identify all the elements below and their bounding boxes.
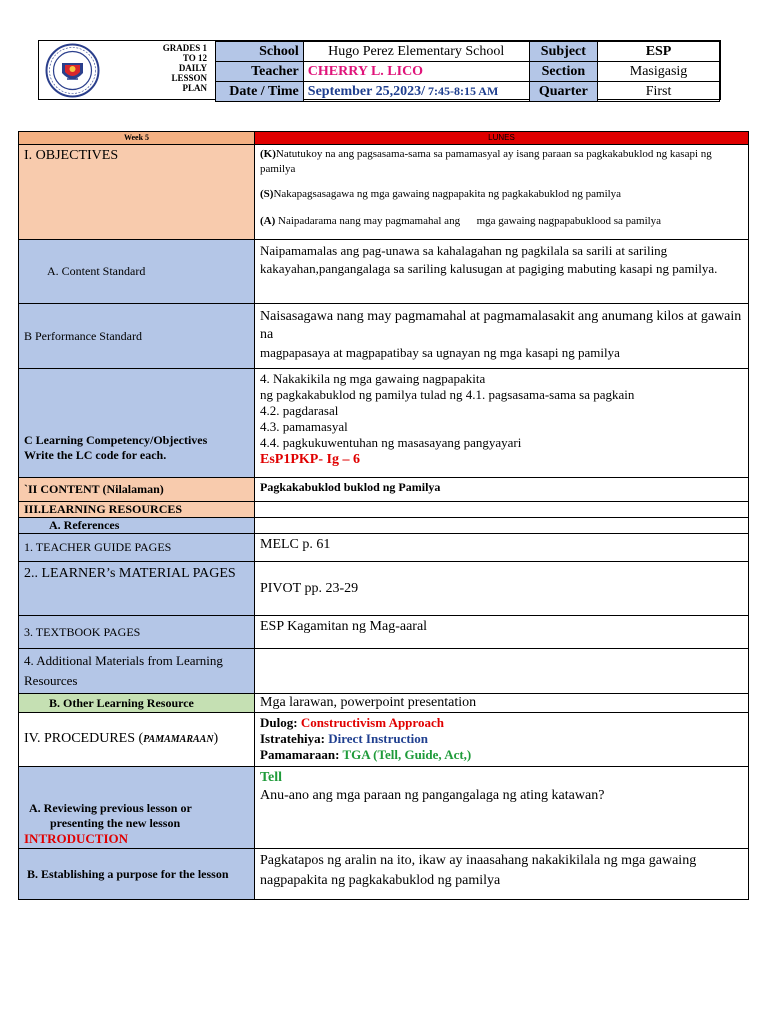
lc-line: 4. Nakakikila ng mga gawaing nagpapakita xyxy=(260,371,486,386)
other-resource-value: Mga larawan, powerpoint presentation xyxy=(255,694,749,713)
lesson-plan-table xyxy=(18,131,749,900)
objective-skill xyxy=(260,187,743,202)
learning-competency-value xyxy=(255,369,749,478)
content-value: Pagkakabuklod buklod ng Pamilya xyxy=(255,478,749,502)
additional-materials-label: 4. Additional Materials from Learning Resources xyxy=(19,649,255,694)
review-question: Anu-ano ang mga paraan ng pangangalaga ng ating katawan? xyxy=(260,788,605,803)
learners-material-value: PIVOT pp. 23-29 xyxy=(255,562,749,616)
objective-text: Naipadarama nang may pagmamahal ang mga gawaing nagpapabuklood sa pamilya xyxy=(275,215,662,227)
objective-tag: (A) xyxy=(260,215,276,227)
reviewing-lesson-label xyxy=(19,767,255,849)
procedures-label xyxy=(19,713,255,767)
lc-label-line: C Learning Competency/Objectives xyxy=(24,433,208,447)
lc-code: EsP1PKP- Ig – 6 xyxy=(260,452,360,467)
istratehiya-line xyxy=(260,731,743,747)
grades-line: LESSON xyxy=(171,73,207,83)
subject-value: ESP xyxy=(598,42,720,62)
teacher-value: CHERRY L. LICO xyxy=(303,62,529,82)
content-label: `II CONTENT (Nilalaman) xyxy=(19,478,255,502)
teacher-label: Teacher xyxy=(216,62,304,82)
review-label-line: presenting the new lesson xyxy=(50,816,181,830)
reviewing-lesson-value xyxy=(255,767,749,849)
objectives-cell xyxy=(255,145,749,240)
additional-materials-value xyxy=(255,649,749,694)
procedures-value xyxy=(255,713,749,767)
review-label-line: A. Reviewing previous lesson or xyxy=(29,801,192,815)
lc-line: 4.2. pagdarasal xyxy=(260,403,339,418)
header-info-table xyxy=(215,41,720,102)
content-standard-value: Naipamamalas ang pag-unawa sa kahalagahan ng pagkilala sa sarili at sariling kakayahan,pangangalaga sa sariling kalusugan at pagiging mabuting kasapi ng pamilya. xyxy=(255,240,749,304)
dulog-line xyxy=(260,715,743,731)
performance-line: magpapasaya at magpapatibay sa ugnayan ng mga kasapi ng pamilya xyxy=(260,345,620,360)
performance-standard-label: B Performance Standard xyxy=(19,304,255,369)
grades-label xyxy=(151,43,207,93)
objective-text: Natutukoy na ang pagsasama-sama sa pamamasyal ay isang paraan sa pagkakabuklod ng kasapi ng pamilya xyxy=(260,148,712,175)
textbook-value: ESP Kagamitan ng Mag-aaral xyxy=(255,616,749,649)
content-standard-label: A. Content Standard xyxy=(19,240,255,304)
section-value: Masigasig xyxy=(598,62,720,82)
day-cell: LUNES xyxy=(255,132,749,145)
date-value: September 25,2023/ xyxy=(307,83,425,99)
objective-text: Nakapagsasagawa ng mga gawaing nagpapakita ng pagkakabuklod ng pamilya xyxy=(273,188,622,200)
teacher-guide-value: MELC p. 61 xyxy=(255,534,749,562)
section-label: Section xyxy=(529,62,597,82)
purpose-value: Pagkatapos ng aralin na ito, ikaw ay inaasahang nakakikilala ng mga gawaing nagpapakita ng pagkakabuklod ng pamilya xyxy=(255,849,749,900)
lc-line: 4.3. pamamasyal xyxy=(260,419,348,434)
week-cell: Week 5 xyxy=(19,132,255,145)
grades-line: PLAN xyxy=(182,83,207,93)
deped-seal-logo xyxy=(45,43,100,98)
learning-competency-label xyxy=(19,369,255,478)
quarter-value: First xyxy=(598,82,720,102)
performance-standard-value xyxy=(255,304,749,369)
tell-label: Tell xyxy=(260,770,283,785)
datetime-value xyxy=(303,82,529,102)
pamamaraan-line xyxy=(260,747,743,763)
references-label: A. References xyxy=(19,518,255,534)
lc-line: ng pagkakabuklod ng pamilya tulad ng 4.1. pagsasama-sama sa pagkain xyxy=(260,387,635,402)
procedures-italic: PAMAMARAAN xyxy=(143,734,214,745)
istratehiya-value: Direct Instruction xyxy=(328,731,429,746)
istratehiya-label: Istratehiya: xyxy=(260,731,329,746)
objectives-label: I. OBJECTIVES xyxy=(19,145,255,240)
time-value: 7:45-8:15 AM xyxy=(424,83,499,98)
objective-attitude xyxy=(260,214,743,229)
grades-line: GRADES 1 xyxy=(162,43,207,53)
learners-material-label: 2.. LEARNER’s MATERIAL PAGES xyxy=(19,562,255,616)
lc-line: 4.4. pagkukuwentuhan ng masasayang pangyayari xyxy=(260,435,522,450)
dulog-label: Dulog: xyxy=(260,715,301,730)
school-value: Hugo Perez Elementary School xyxy=(303,42,529,62)
teacher-guide-label: 1. TEACHER GUIDE PAGES xyxy=(19,534,255,562)
procedures-text: IV. PROCEDURES ( xyxy=(24,731,144,746)
performance-line: Naisasagawa nang may pagmamahal at pagmamalasakit ang anumang kilos at gawain na xyxy=(260,309,742,342)
references-value xyxy=(255,518,749,534)
quarter-label: Quarter xyxy=(529,82,597,102)
textbook-label: 3. TEXTBOOK PAGES xyxy=(19,616,255,649)
procedures-text-end: ) xyxy=(213,731,219,746)
datetime-label: Date / Time xyxy=(216,82,304,102)
pamamaraan-value: TGA (Tell, Guide, Act,) xyxy=(342,747,472,762)
objective-tag: (K) xyxy=(260,148,276,160)
grades-line: DAILY xyxy=(178,63,207,73)
other-resource-label: B. Other Learning Resource xyxy=(19,694,255,713)
dulog-value: Constructivism Approach xyxy=(300,715,444,730)
school-label: School xyxy=(216,42,304,62)
lesson-plan-header xyxy=(38,40,721,100)
pamamaraan-label: Pamamaraan: xyxy=(260,747,343,762)
objective-tag: (S) xyxy=(260,188,274,200)
learning-resources-label: III.LEARNING RESOURCES xyxy=(19,502,255,518)
grades-line: TO 12 xyxy=(182,53,207,63)
subject-label: Subject xyxy=(529,42,597,62)
purpose-label: B. Establishing a purpose for the lesson xyxy=(19,849,255,900)
objective-knowledge xyxy=(260,147,743,177)
introduction-label: INTRODUCTION xyxy=(24,831,129,846)
lc-label-line: Write the LC code for each. xyxy=(24,448,167,462)
learning-resources-value xyxy=(255,502,749,518)
